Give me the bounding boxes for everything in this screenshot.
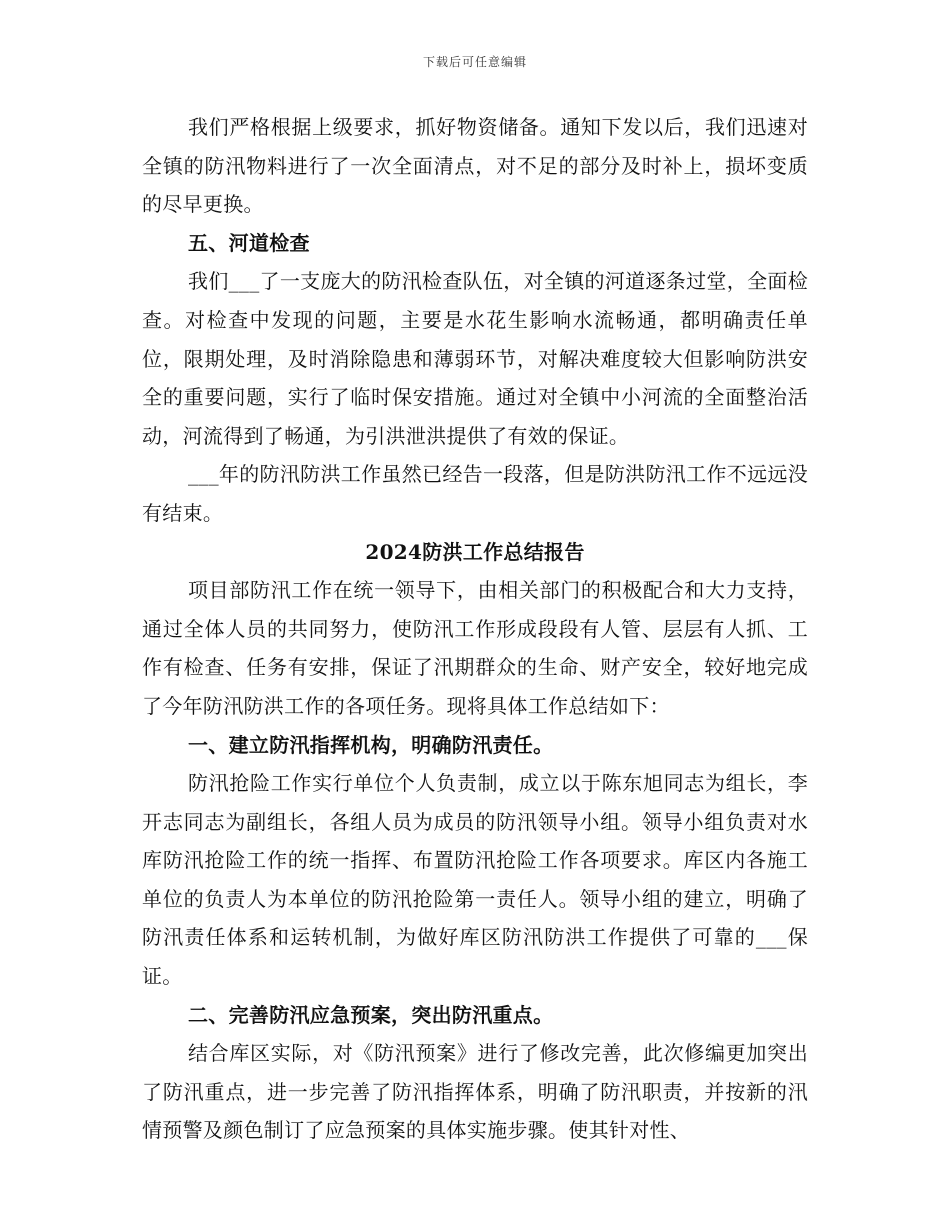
section-heading-command-structure: 一、建立防汛指挥机构，明确防汛责任。 <box>188 732 554 757</box>
document-body <box>142 108 808 1150</box>
paragraph-river-inspection: 我们___了一支庞大的防汛检查队伍，对全镇的河道逐条过堂，全面检查。对检查中发现的问题，主要是水花生影响水流畅通，都明确责任单位，限期处理，及时消除隐患和薄弱环节，对解决难度较大但影响防洪安全的重要问题，实行了临时保安措施。通过对全镇中小河流的全面整治活动，河流得到了畅通，为引洪泄洪提供了有效的保证。 <box>142 269 808 448</box>
paragraph-emergency-plan: 结合库区实际，对《防汛预案》进行了修改完善，此次修编更加突出了防汛重点，进一步完善了防汛指挥体系，明确了防汛职责，并按新的汛情预警及颜色制订了应急预案的具体实施步骤。使其针对性、 <box>142 1041 808 1143</box>
report-title: 2024防洪工作总结报告 <box>365 539 585 564</box>
section-heading-river-inspection: 五、河道检查 <box>188 230 310 255</box>
paragraph-command-structure: 防汛抢险工作实行单位个人负责制，成立以于陈东旭同志为组长，李开志同志为副组长，各组人员为成员的防汛领导小组。领导小组负责对水库防汛抢险工作的统一指挥、布置防汛抢险工作各项要求。库区内各施工单位的负责人为本单位的防汛抢险第一责任人。领导小组的建立，明确了防汛责任体系和运转机制，为做好库区防汛防洪工作提供了可靠的___保证。 <box>142 771 808 989</box>
section-heading-emergency-plan: 二、完善防汛应急预案，突出防汛重点。 <box>188 1002 554 1027</box>
page-header: 下载后可任意编辑 <box>422 55 527 69</box>
paragraph-intro: 项目部防汛工作在统一领导下，由相关部门的积极配合和大力支持，通过全体人员的共同努力，使防汛工作形成段段有人管、层层有人抓、工作有检查、任务有安排，保证了汛期群众的生命、财产安全，较好地完成了今年防汛防洪工作的各项任务。现将具体工作总结如下： <box>142 578 808 718</box>
paragraph-materials: 我们严格根据上级要求，抓好物资储备。通知下发以后，我们迅速对全镇的防汛物料进行了一次全面清点，对不足的部分及时补上，损坏变质的尽早更换。 <box>142 115 808 217</box>
paragraph-conclusion: ___年的防汛防洪工作虽然已经告一段落，但是防洪防汛工作不远远没有结束。 <box>142 462 808 525</box>
